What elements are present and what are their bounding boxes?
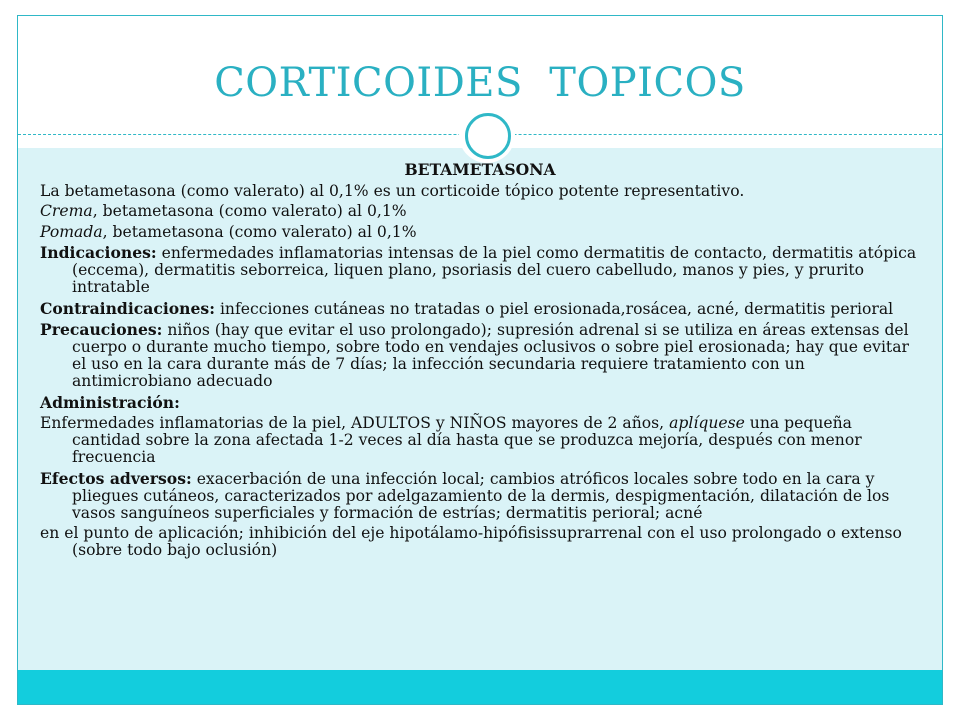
administracion-label: Administración: — [40, 392, 180, 412]
administracion-paragraph — [40, 415, 920, 466]
administracion-text-after: una pequeña cantidad sobre la zona afectada 1-2 veces al día hasta que se produzca mejoría, después con menor frecuencia — [72, 414, 862, 466]
precauciones-text: niños (hay que evitar el uso prolongado); supresión adrenal si se utiliza en áreas extensas del cuerpo o durante mucho tiempo, sobre todo en vendajes oclusivos o sobre piel erosionada; hay que evitar el uso en la cara durante más de 7 días; la infección secundaria requiere tratamiento con un antimicrobiano adecuado — [72, 321, 909, 390]
pomada-line — [40, 224, 920, 241]
contraindicaciones-text: infecciones cutáneas no tratadas o piel erosionada,rosácea, acné, dermatitis perioral — [214, 299, 894, 318]
pomada-text: , betametasona (como valerato) al 0,1% — [102, 222, 417, 241]
indicaciones-paragraph — [40, 244, 920, 296]
crema-label: Crema — [40, 202, 93, 220]
contraindicaciones-paragraph — [40, 300, 920, 318]
pomada-label: Pomada — [40, 222, 103, 241]
administracion-text-before: Enfermedades inflamatorias de la piel, ADULTOS y NIÑOS mayores de 2 años, — [40, 414, 670, 432]
drug-heading-text: BETAMETASONA — [404, 160, 556, 179]
administracion-emphasis: aplíquese — [669, 414, 745, 432]
indicaciones-label: Indicaciones: — [40, 243, 157, 262]
efectos-label: Efectos adversos: — [40, 468, 192, 488]
administracion-heading — [40, 394, 920, 412]
bottom-accent-bar — [18, 670, 942, 704]
efectos-continuation: en el punto de aplicación; inhibición del eje hipotálamo-hipófisissuprarrenal con el uso prolongado o extenso (sobre todo bajo oclusión) — [40, 524, 902, 559]
efectos-paragraph — [40, 470, 920, 522]
divider-circle-icon — [465, 113, 511, 159]
crema-text: , betametasona (como valerato) al 0,1% — [92, 202, 407, 220]
precauciones-paragraph — [40, 321, 920, 390]
precauciones-label: Precauciones: — [40, 320, 163, 339]
slide — [17, 15, 943, 705]
efectos-text: exacerbación de una infección local; cambios atróficos locales sobre todo en la cara y pliegues cutáneos, caracterizados por adelgazamiento de la dermis, despigmentación, dilatación de los vasos sanguíneos superficiales y formación de estrías; dermatitis perioral; acné — [72, 469, 890, 522]
intro-paragraph: La betametasona (como valerato) al 0,1% es un corticoide tópico potente representativo. — [40, 181, 745, 200]
contraindicaciones-label: Contraindicaciones: — [40, 298, 215, 318]
drug-heading — [40, 161, 920, 179]
crema-line — [40, 203, 920, 220]
slide-title: CORTICOIDES TOPICOS — [214, 60, 746, 106]
indicaciones-text: enfermedades inflamatorias intensas de la piel como dermatitis de contacto, dermatitis atópica (eccema), dermatitis seborreica, liquen plano, psoriasis del cuero cabelludo, manos y pies, y prurito intratable — [72, 244, 917, 296]
slide-body — [40, 161, 920, 563]
